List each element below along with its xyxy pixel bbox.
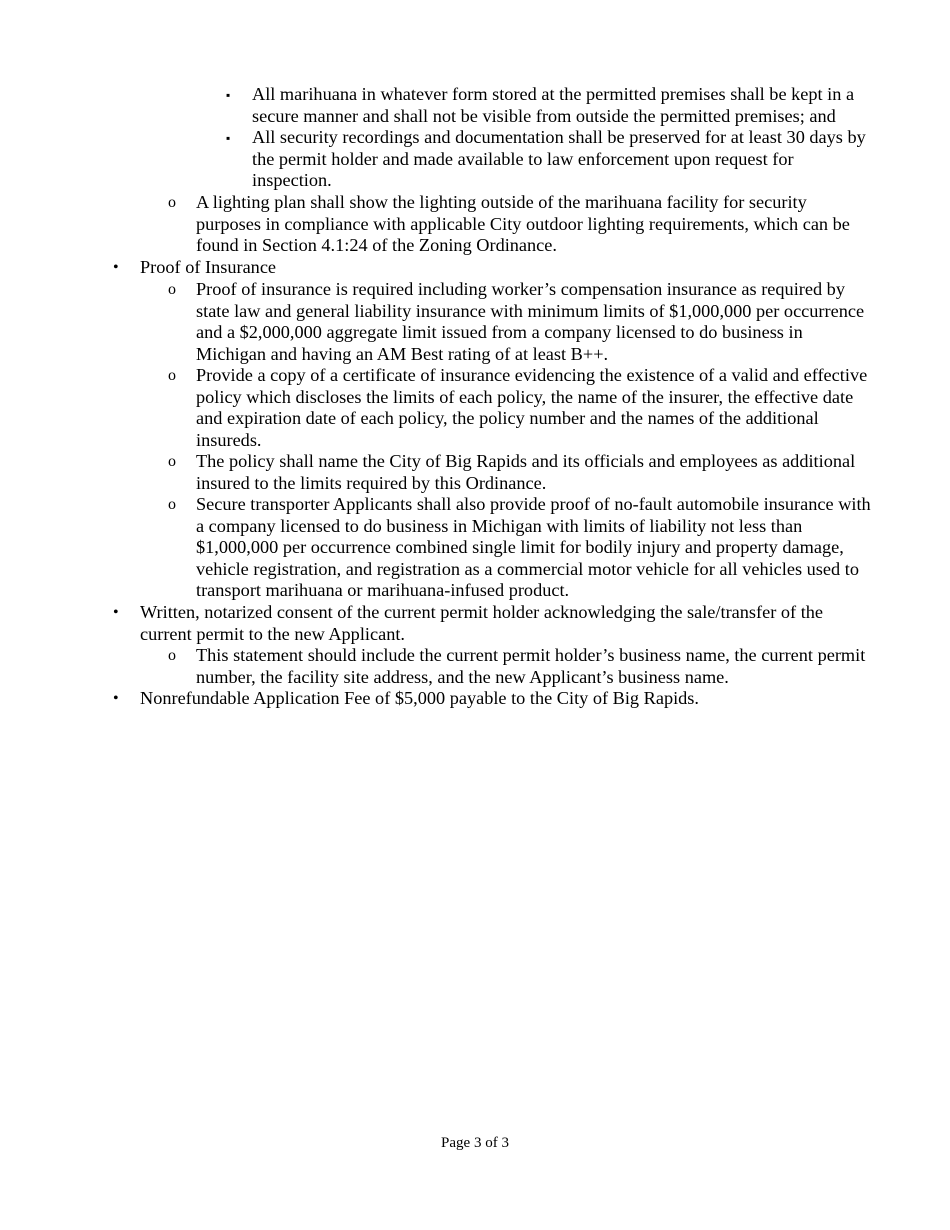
list-item-text: The policy shall name the City of Big Rapids and its officials and employees as additional insured to the limits required by this Ordinance.	[196, 451, 856, 493]
list-item-text: Written, notarized consent of the current permit holder acknowledging the sale/transfer of the current permit to the new Applicant.	[140, 602, 824, 644]
circle-bullet-icon: o	[168, 496, 176, 513]
list-item-text: Secure transporter Applicants shall also provide proof of no-fault automobile insurance with a company licensed to do business in Michigan with limits of liability not less than $1,000,000 per occurrence combined single limit for bodily injury and property damage, vehicle registration, and registration as a commercial motor vehicle for all vehicles used to transport marihuana or marihuana-infused product.	[196, 494, 871, 601]
list-item	[168, 192, 872, 257]
list-item-text: This statement should include the current permit holder’s business name, the current permit number, the facility site address, and the new Applicant’s business name.	[196, 645, 866, 687]
square-bullet-icon: ▪	[226, 131, 231, 145]
list-item	[168, 365, 872, 451]
circle-bullet-icon: o	[168, 453, 176, 470]
bullet-icon: •	[113, 690, 119, 707]
list-item-text: All security recordings and documentation shall be preserved for at least 30 days by the permit holder and made available to law enforcement upon request for inspection.	[252, 127, 866, 191]
list-item	[226, 127, 872, 192]
bullet-icon: •	[113, 259, 119, 276]
list-item	[113, 602, 870, 645]
list-item	[113, 688, 870, 710]
list-item-text: Provide a copy of a certificate of insurance evidencing the existence of a valid and effective policy which discloses the limits of each policy, the name of the insurer, the effective date and expiration date of each policy, the policy number and the names of the additional insureds.	[196, 365, 868, 450]
list-item	[168, 494, 872, 602]
list-item	[113, 257, 870, 279]
list-item-text: Proof of insurance is required including worker’s compensation insurance as required by state law and general liability insurance with minimum limits of $1,000,000 per occurrence and a $2,000,000 aggregate limit issued from a company licensed to do business in Michigan and having an AM Best rating of at least B++.	[196, 279, 865, 364]
list-item-text: Proof of Insurance	[140, 257, 277, 277]
bullet-icon: •	[113, 604, 119, 621]
square-bullet-icon: ▪	[226, 88, 231, 102]
circle-bullet-icon: o	[168, 281, 176, 298]
list-item-text: A lighting plan shall show the lighting outside of the marihuana facility for security purposes in compliance with applicable City outdoor lighting requirements, which can be found in Section 4.1:24 of the Zoning Ordinance.	[196, 192, 850, 256]
list-item	[168, 279, 872, 365]
list-item	[168, 451, 872, 494]
list-item	[226, 84, 872, 127]
list-item-text: Nonrefundable Application Fee of $5,000 payable to the City of Big Rapids.	[140, 688, 699, 708]
circle-bullet-icon: o	[168, 647, 176, 664]
circle-bullet-icon: o	[168, 194, 176, 211]
page-number: Page 3 of 3	[441, 1135, 509, 1151]
list-item-text: All marihuana in whatever form stored at the permitted premises shall be kept in a secure manner and shall not be visible from outside the permitted premises; and	[252, 84, 855, 126]
circle-bullet-icon: o	[168, 367, 176, 384]
list-item	[168, 645, 872, 688]
